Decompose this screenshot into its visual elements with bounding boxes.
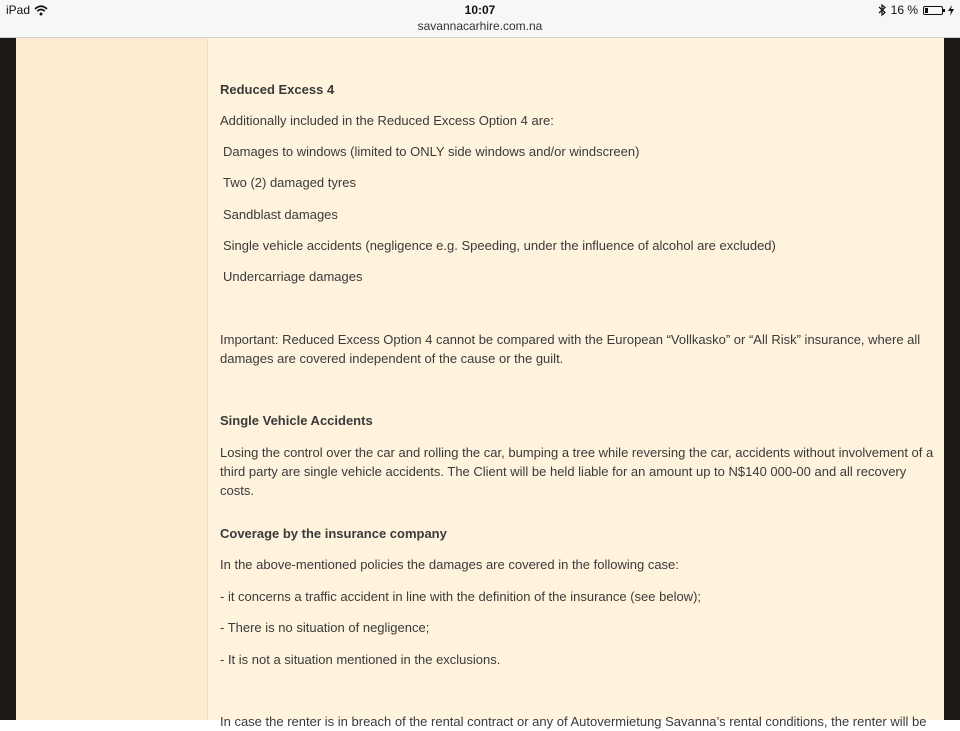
battery-percent: 16 % (890, 3, 918, 17)
device-name: iPad (6, 3, 31, 17)
list-item: - It is not a situation mentioned in the exclusions. (220, 652, 501, 667)
page-frame-right (944, 38, 960, 720)
section-intro: Additionally included in the Reduced Excess Option 4 are: (220, 113, 554, 128)
list-item: Two (2) damaged tyres (223, 175, 356, 190)
sidebar-panel (16, 38, 207, 720)
section-heading-coverage: Coverage by the insurance company (220, 526, 447, 541)
status-bar (0, 0, 960, 20)
url-text[interactable]: savannacarhire.com.na (417, 19, 543, 33)
list-item: - it concerns a traffic accident in line with the definition of the insurance (see below); (220, 589, 702, 604)
list-item: Single vehicle accidents (negligence e.g. Speeding, under the influence of alcohol are excluded) (223, 238, 776, 253)
section-intro: In the above-mentioned policies the damages are covered in the following case: (220, 557, 679, 572)
charging-icon (948, 5, 954, 16)
bluetooth-icon (878, 4, 886, 16)
section-heading-reduced-excess: Reduced Excess 4 (220, 82, 335, 97)
section-text: Losing the control over the car and rolling the car, bumping a tree while reversing the car, accidents without involvement of a third party are single vehicle accidents. The Client will be held liable for an amount up to N$140 000-00 and all recovery costs. (220, 445, 934, 498)
battery-icon (923, 6, 943, 15)
clock: 10:07 (464, 3, 496, 17)
cutoff-paragraph: In case the renter is in breach of the rental contract or any of Autovermietung Savanna’s rental conditions, the renter will be (220, 714, 927, 729)
list-item: - There is no situation of negligence; (220, 620, 430, 635)
list-item: Damages to windows (limited to ONLY side windows and/or windscreen) (223, 144, 640, 159)
important-note: Important: Reduced Excess Option 4 cannot be compared with the European “Vollkasko” or “All Risk” insurance, where all damages are covered independent of the cause or the guilt. (220, 332, 921, 366)
section-heading-single-vehicle: Single Vehicle Accidents (220, 413, 373, 428)
content-panel (207, 38, 944, 729)
list-item: Undercarriage damages (223, 269, 363, 284)
page-frame-left (0, 38, 16, 720)
list-item: Sandblast damages (223, 207, 338, 222)
address-bar[interactable] (0, 20, 960, 38)
status-right (878, 3, 954, 17)
